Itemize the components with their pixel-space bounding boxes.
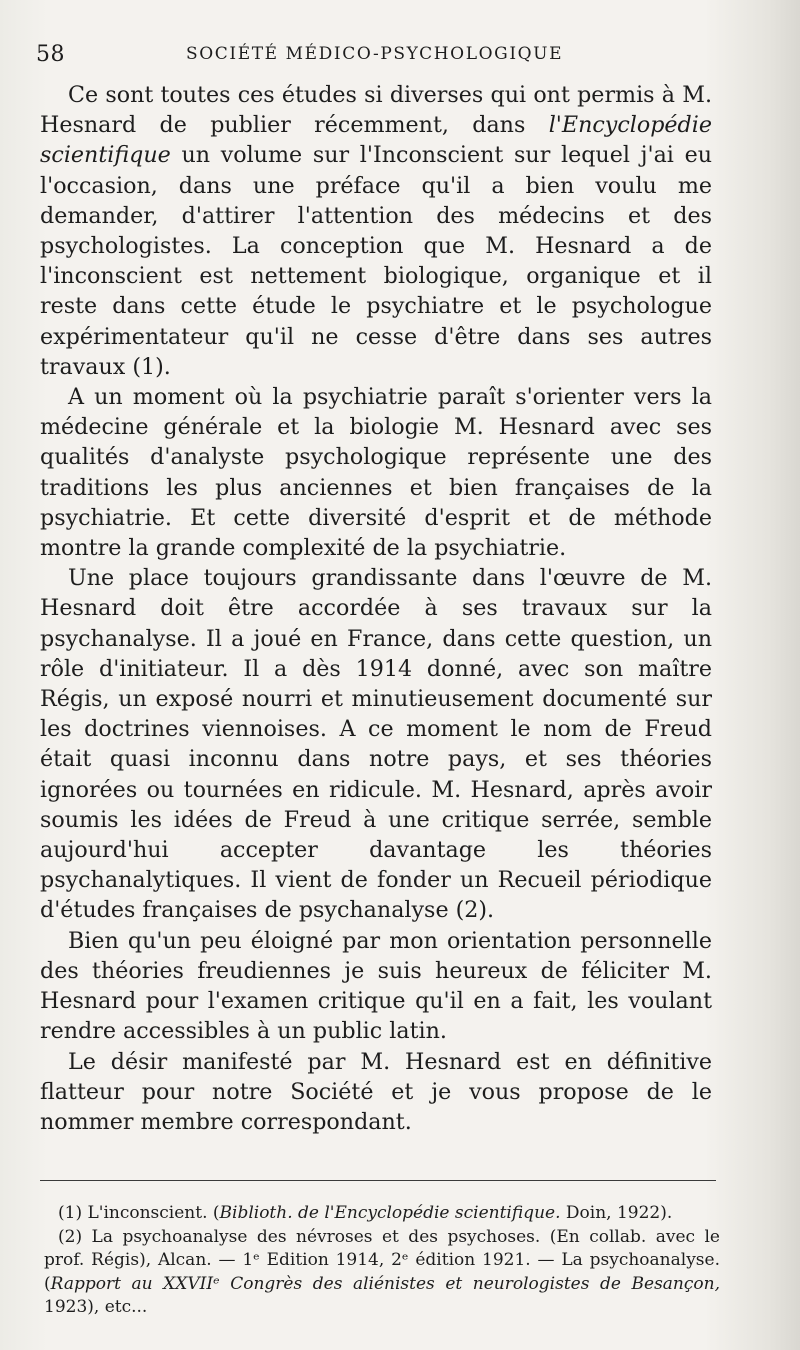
footnote-2-text: La psychoanalyse des névroses et des psychoses. (En collab. avec le prof. Régis), Alcan. — 1ᵉ Edition 1914, 2ᵉ édition 1921. — La psychoanalyse. ( — [44, 1226, 720, 1294]
footnote-2-italic: Rapport au XXVIIᵉ Congrès des aliénistes et neurologistes de Besançon, — [50, 1273, 720, 1294]
paragraph-4: Bien qu'un peu éloigné par mon orientation personnelle des théories freudiennes je suis heureux de féliciter M. Hesnard pour l'examen critique qu'il en a fait, les voulant rendre accessibles à un public latin. — [40, 927, 712, 1045]
running-head: SOCIÉTÉ MÉDICO-PSYCHOLOGIQUE — [186, 44, 564, 64]
paragraph-5: Le désir manifesté par M. Hesnard est en définitive flatteur pour notre Société et je vous propose de le nommer membre correspondant. — [40, 1048, 712, 1135]
footnote-1-text: L'inconscient. ( — [82, 1203, 220, 1223]
paragraph-2: A un moment où la psychiatrie paraît s'orienter vers la médecine générale et la biologie M. Hesnard avec ses qualités d'analyste psychologique représente une des traditions les plus anciennes et bien françaises de la psychiatrie. Et cette diversité d'esprit et de méthode montre la grande complexité de la psychiatrie. — [40, 384, 712, 562]
footnote-2-marker: (2) — [58, 1226, 83, 1247]
footnote-1-end: Doin, 1922). — [560, 1203, 673, 1223]
footnote-1-marker: (1) — [58, 1203, 83, 1223]
page-number: 58 — [36, 42, 65, 67]
main-text — [40, 80, 712, 1137]
encyclopedie-title: l'Encyclopédie scientifique — [40, 112, 712, 169]
paragraph-1 — [40, 80, 712, 382]
footnote-divider — [40, 1180, 716, 1181]
footnote-2-end: 1923), etc... — [44, 1297, 148, 1317]
paragraph-1-end: un volume sur l'Inconscient sur lequel j'ai eu l'occasion, dans une préface qu'il a bien voulu me demander, d'attirer l'attention des médecins et des psychologistes. La conception que M. Hesnard a de l'inconscient est nettement biologique, organique et il reste dans cette étude le psychiatre et le psychologue expérimentateur qu'il ne cesse d'être dans ses autres travaux (1). — [40, 142, 712, 380]
footnotes — [44, 1202, 720, 1320]
paragraph-3: Une place toujours grandissante dans l'œuvre de M. Hesnard doit être accordée à ses travaux sur la psychanalyse. Il a joué en France, dans cette question, un rôle d'initiateur. Il a dès 1914 donné, avec son maître Régis, un exposé nourri et minutieusement documenté sur les doctrines viennoises. A ce moment le nom de Freud était quasi inconnu dans notre pays, et ses théories ignorées ou tournées en ridicule. M. Hesnard, après avoir soumis les idées de Freud à une critique serrée, semble aujourd'hui accepter davantage les théories psychanalytiques. Il vient de fonder un Recueil périodique d'études françaises de psychanalyse (2). — [40, 565, 712, 924]
paragraph-1-start: Ce sont toutes ces études si diverses qui ont permis à M. Hesnard de publier récemment, dans — [40, 82, 712, 139]
footnote-1-italic: Biblioth. de l'Encyclopédie scientifique. — [219, 1203, 561, 1223]
page-header — [36, 36, 756, 70]
footnote-2 — [44, 1226, 720, 1320]
footnote-1 — [44, 1202, 720, 1226]
